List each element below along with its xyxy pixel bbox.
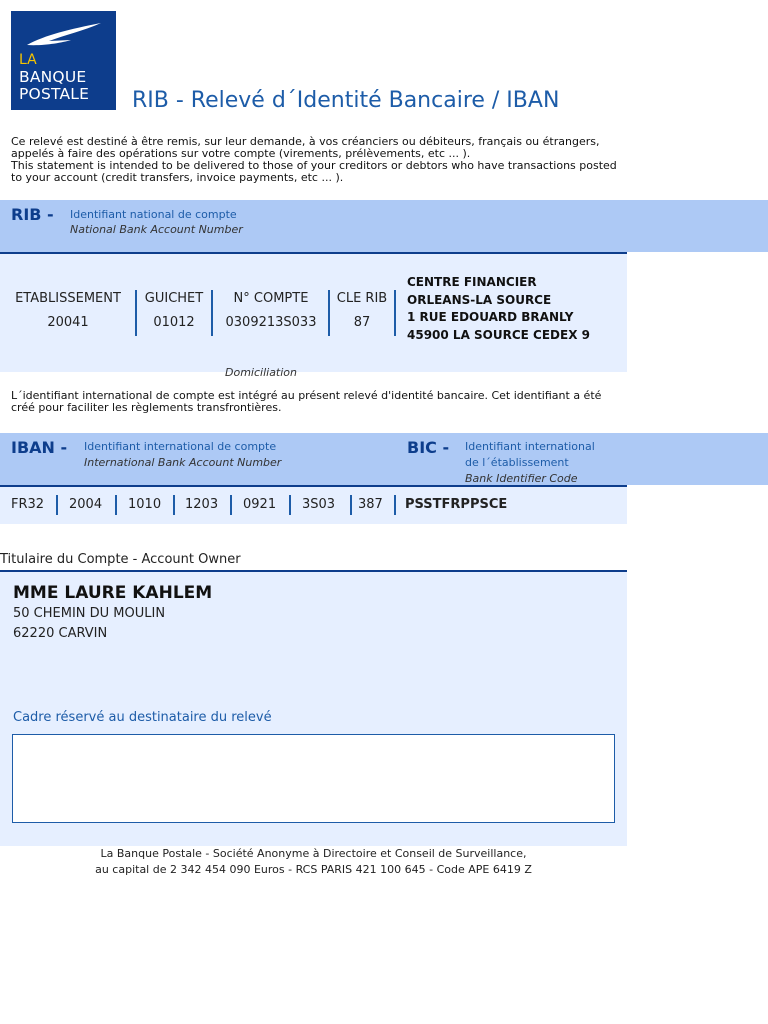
domiciliation-label: Domiciliation (225, 366, 297, 379)
bic-label-en: Bank Identifier Code (465, 472, 578, 485)
rib-separator (394, 290, 396, 336)
footer-line2: au capital de 2 342 454 090 Euros - RCS PARIS 421 100 645 - Code APE 6419 Z (95, 863, 532, 876)
iban-part: 3S03 (302, 497, 336, 512)
iban-separator (289, 495, 291, 515)
domiciliation-line: CENTRE FINANCIER (407, 275, 537, 289)
iban-separator (56, 495, 58, 515)
iban-band (0, 433, 768, 485)
domiciliation-line: ORLEANS-LA SOURCE (407, 292, 552, 307)
bic-label-fr2: de l´établissement (465, 456, 569, 469)
logo-text-la: LA (19, 52, 37, 68)
rib-value-etablissement: 20041 (47, 315, 89, 330)
iban-part: FR32 (11, 497, 45, 512)
rib-label: RIB - (11, 205, 54, 224)
iban-separator (394, 495, 396, 515)
domiciliation-line: 1 RUE EDOUARD BRANLY (407, 310, 574, 324)
rib-band (0, 200, 768, 252)
iban-part: 1203 (185, 497, 219, 512)
rib-label-fr: Identifiant national de compte (70, 208, 237, 221)
iban-separator (115, 495, 117, 515)
domiciliation-line: 45900 LA SOURCE CEDEX 9 (407, 327, 590, 342)
rib-col-compte (213, 291, 329, 330)
page-title: RIB - Relevé d´Identité Bancaire / IBAN (132, 88, 560, 113)
rib-value-cle: 87 (353, 315, 371, 330)
rib-col-guichet (137, 291, 211, 330)
iban-part: 2004 (69, 497, 103, 512)
bic-label: BIC - (407, 438, 450, 457)
rib-header-guichet: GUICHET (144, 291, 204, 306)
rib-header-compte: N° COMPTE (233, 291, 309, 306)
reserved-label: Cadre réservé au destinataire du relevé (13, 710, 272, 725)
rib-label-en: National Bank Account Number (70, 223, 243, 236)
bank-logo (11, 11, 116, 110)
bic-label-fr1: Identifiant international (465, 440, 595, 453)
intro-fr: Ce relevé est destiné à être remis, sur leur demande, à vos créanciers ou débiteurs, français ou étrangers, appelés à faire des opérations sur votre compte (virements, prélèvements, etc ... ). (11, 135, 600, 160)
bic-value: PSSTFRPPSCE (405, 497, 508, 512)
iban-separator (230, 495, 232, 515)
rib-col-cle (330, 291, 394, 330)
iban-part: 387 (358, 497, 383, 512)
rib-header-etablissement: ETABLISSEMENT (15, 291, 121, 306)
owner-name: MME LAURE KAHLEM (13, 583, 213, 603)
rib-col-etablissement (0, 291, 136, 330)
rib-header-cle: CLE RIB (336, 291, 388, 306)
owner-address-line1: 50 CHEMIN DU MOULIN (13, 606, 166, 621)
owner-heading: Titulaire du Compte - Account Owner (0, 552, 241, 567)
bird-logo-icon (25, 21, 103, 47)
iban-label-en: International Bank Account Number (84, 456, 282, 469)
domiciliation-address (407, 274, 590, 344)
iban-part: 0921 (243, 497, 277, 512)
logo-text-postale: POSTALE (19, 85, 90, 103)
logo-text-banque: BANQUE (19, 68, 87, 86)
iban-label: IBAN - (11, 438, 68, 457)
iban-separator (350, 495, 352, 515)
iban-intro-text: L´identifiant international de compte est intégré au présent relevé d'identité bancaire. Cet identifiant a été créé pour faciliter les règlements transfrontières. (11, 389, 602, 414)
legal-footer (0, 846, 627, 878)
intro-text (11, 136, 631, 184)
iban-part: 1010 (128, 497, 162, 512)
rib-value-compte: 0309213S033 (225, 315, 317, 330)
owner-address-line2: 62220 CARVIN (13, 626, 108, 641)
iban-label-fr: Identifiant international de compte (84, 440, 277, 453)
iban-separator (173, 495, 175, 515)
reserved-box (12, 734, 615, 823)
intro-en: This statement is intended to be delivered to those of your creditors or debtors who have transactions posted to your account (credit transfers, invoice payments, etc ... ). (11, 159, 617, 184)
rib-value-guichet: 01012 (153, 315, 195, 330)
footer-line1: La Banque Postale - Société Anonyme à Directoire et Conseil de Surveillance, (100, 847, 527, 860)
